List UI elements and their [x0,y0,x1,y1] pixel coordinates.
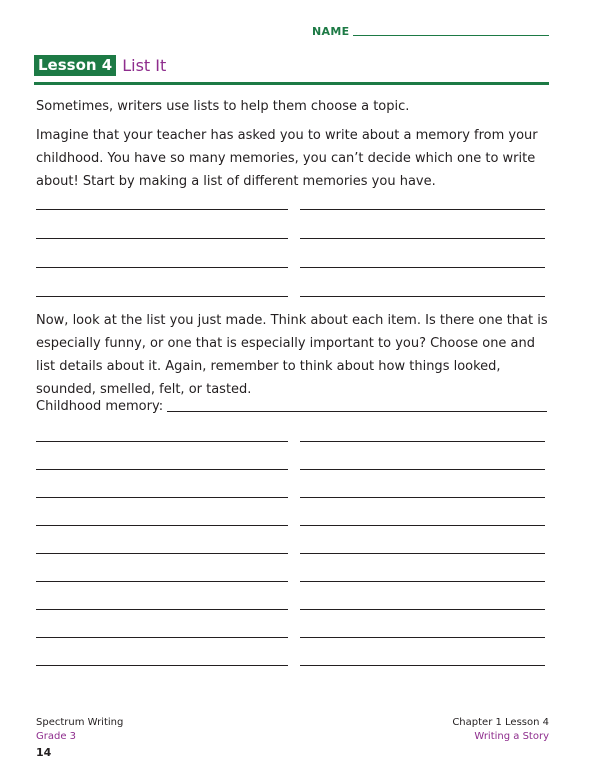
lesson-header [34,55,166,76]
list-row [36,239,545,268]
footer-book-title: Spectrum Writing [36,717,124,728]
detail-list-lines [36,423,545,666]
write-line[interactable] [300,442,545,470]
write-line[interactable] [36,554,288,582]
write-line[interactable] [36,470,288,498]
write-line[interactable] [300,210,545,239]
write-line[interactable] [36,498,288,526]
write-line[interactable] [36,192,288,210]
list-row [36,423,545,442]
memory-list-lines [36,192,545,297]
write-line[interactable] [300,423,545,442]
write-line[interactable] [36,526,288,554]
write-line[interactable] [300,554,545,582]
list-row [36,442,545,470]
list-row [36,192,545,210]
write-line[interactable] [36,442,288,470]
list-row [36,526,545,554]
intro-paragraph-1: Sometimes, writers use lists to help them choose a topic. [36,99,410,114]
lesson-title: List It [122,55,167,75]
write-line[interactable] [300,582,545,610]
list-row [36,268,545,297]
footer-grade: Grade 3 [36,731,77,742]
page-number: 14 [36,746,52,759]
childhood-memory-row [36,398,547,416]
footer-left [36,716,123,744]
write-line[interactable] [300,526,545,554]
write-line[interactable] [36,582,288,610]
write-line[interactable] [36,268,288,297]
followup-paragraph: Now, look at the list you just made. Think about each item. Is there one that is especially funny, or one that is especially important to you? Choose one and list details about it. Again, remember to think about how things looked, sounded, smelled, felt, or tasted. [36,313,548,397]
lesson-tag: Lesson 4 [34,55,116,76]
write-line[interactable] [300,610,545,638]
write-line[interactable] [300,268,545,297]
intro-paragraph-2: Imagine that your teacher has asked you to write about a memory from your childhood. You have so many memories, you can’t decide which one to write about! Start by making a list of different memories you have. [36,128,538,189]
write-line[interactable] [36,610,288,638]
list-row [36,470,545,498]
list-row [36,610,545,638]
write-line[interactable] [36,239,288,268]
list-row [36,210,545,239]
write-line[interactable] [300,638,545,666]
write-line[interactable] [36,423,288,442]
write-line[interactable] [300,470,545,498]
write-line[interactable] [36,638,288,666]
footer-chapter: Chapter 1 Lesson 4 [452,717,549,728]
write-line[interactable] [300,498,545,526]
name-label: NAME [312,25,350,38]
footer-unit: Writing a Story [474,731,549,742]
footer-right [452,716,549,744]
write-line[interactable] [300,239,545,268]
write-line[interactable] [300,192,545,210]
name-field-row [312,24,549,38]
childhood-memory-label: Childhood memory: [36,399,164,414]
list-row [36,554,545,582]
childhood-memory-line[interactable] [167,411,547,412]
list-row [36,498,545,526]
header-divider [34,82,549,85]
list-row [36,582,545,610]
list-row [36,638,545,666]
name-write-line[interactable] [353,35,549,36]
write-line[interactable] [36,210,288,239]
